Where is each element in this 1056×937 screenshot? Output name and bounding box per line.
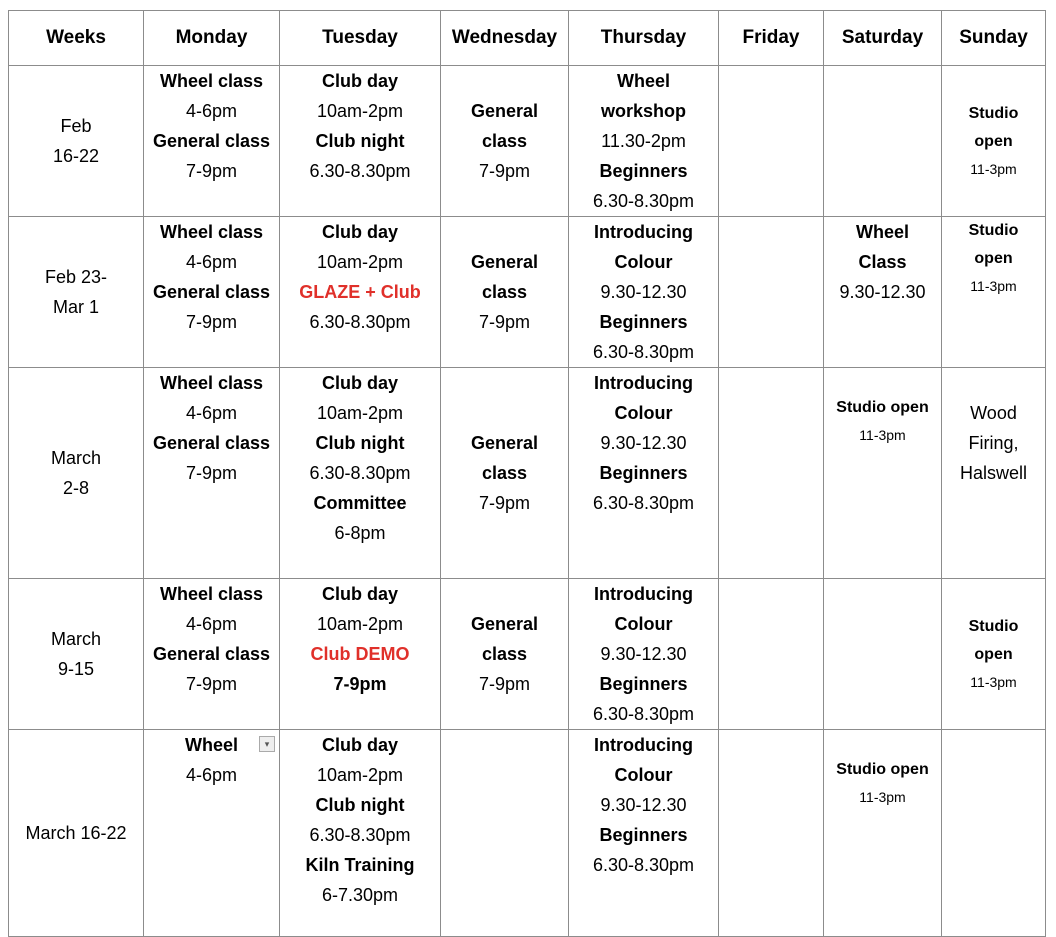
header-friday: Friday: [719, 11, 824, 66]
week-label: March: [50, 629, 101, 649]
event-time: 4-6pm: [185, 403, 238, 423]
week-label: 16-22: [52, 146, 100, 166]
sunday-cell[interactable]: [942, 217, 1046, 368]
header-sunday: Sunday: [942, 11, 1046, 66]
event-title: Studio: [968, 222, 1019, 239]
event-time: 6.30-8.30pm: [309, 161, 411, 181]
event-title: General class: [152, 282, 271, 302]
event-time: 9.30-12.30: [600, 282, 687, 302]
saturday-cell[interactable]: [824, 217, 942, 368]
event-title: open: [974, 250, 1013, 267]
event-title: Wheel class: [159, 222, 264, 242]
thursday-cell[interactable]: [569, 368, 719, 579]
week-label: 2-8: [62, 478, 89, 498]
event-time: 11-3pm: [970, 278, 1017, 294]
event-time: 6.30-8.30pm: [592, 493, 695, 513]
event-title: open: [974, 646, 1013, 663]
event-title: Colour: [614, 765, 673, 785]
week-cell[interactable]: [9, 217, 144, 368]
sunday-cell[interactable]: [942, 730, 1046, 937]
event-title: class: [481, 131, 528, 151]
table-row: [9, 66, 1046, 217]
week-label: March 16-22: [25, 823, 127, 843]
event-title: General: [470, 614, 539, 634]
sunday-cell[interactable]: [942, 579, 1046, 730]
week-cell[interactable]: [9, 66, 144, 217]
event-time: 7-9pm: [478, 161, 531, 181]
event-title: Colour: [614, 614, 673, 634]
thursday-cell[interactable]: [569, 579, 719, 730]
saturday-cell[interactable]: [824, 368, 942, 579]
event-title: Club night: [315, 795, 405, 815]
saturday-cell[interactable]: [824, 579, 942, 730]
event-title: Wheel: [616, 71, 670, 91]
event-time: 7-9pm: [185, 463, 238, 483]
monday-cell[interactable]: [144, 217, 280, 368]
event-time: 9.30-12.30: [839, 282, 926, 302]
event-title: General: [470, 433, 539, 453]
thursday-cell[interactable]: [569, 217, 719, 368]
event-title: Committee: [313, 493, 407, 513]
event-time: 6.30-8.30pm: [592, 704, 695, 724]
event-time: 11-3pm: [859, 427, 906, 443]
event-time: 11-3pm: [970, 161, 1017, 177]
wednesday-cell[interactable]: [441, 579, 569, 730]
event-time: 7-9pm: [478, 674, 531, 694]
event-title: General class: [152, 131, 271, 151]
thursday-cell[interactable]: [569, 66, 719, 217]
event-time: 10am-2pm: [316, 614, 404, 634]
friday-cell[interactable]: [719, 217, 824, 368]
friday-cell[interactable]: [719, 368, 824, 579]
saturday-cell[interactable]: [824, 730, 942, 937]
event-title: Beginners: [599, 674, 688, 694]
event-time: 6.30-8.30pm: [309, 312, 411, 332]
event-time: 11-3pm: [970, 674, 1017, 690]
event-title: Beginners: [599, 161, 688, 181]
event-title: Kiln Training: [305, 855, 415, 875]
event-title: Club day: [321, 584, 398, 604]
table-row: [9, 579, 1046, 730]
sunday-cell[interactable]: [942, 368, 1046, 579]
wednesday-cell[interactable]: [441, 368, 569, 579]
tuesday-cell[interactable]: [280, 217, 441, 368]
event-title: Club day: [321, 373, 398, 393]
header-monday: Monday: [144, 11, 280, 66]
event-time: 9.30-12.30: [600, 433, 687, 453]
event-title: Club day: [321, 735, 398, 755]
event-time: 6.30-8.30pm: [592, 342, 695, 362]
week-label: Mar 1: [52, 297, 99, 317]
wednesday-cell[interactable]: [441, 730, 569, 937]
event-time: 6.30-8.30pm: [309, 825, 411, 845]
week-label: Feb: [60, 116, 92, 136]
wednesday-cell[interactable]: [441, 66, 569, 217]
event-title: Introducing: [594, 373, 693, 393]
week-cell[interactable]: [9, 368, 144, 579]
week-cell[interactable]: [9, 579, 144, 730]
event-time: 10am-2pm: [316, 765, 404, 785]
event-time: 7-9pm: [478, 493, 531, 513]
header-row: [9, 11, 1046, 66]
highlight-event-title: Club DEMO: [310, 644, 410, 664]
event-title: Wheel class: [159, 373, 264, 393]
event-title: Club night: [315, 131, 405, 151]
week-label: March: [50, 448, 101, 468]
event-title: Class: [858, 252, 907, 272]
friday-cell[interactable]: [719, 730, 824, 937]
monday-cell[interactable]: [144, 368, 280, 579]
event-title: workshop: [600, 101, 686, 121]
event-time: 4-6pm: [185, 252, 238, 272]
event-title: Wheel class: [159, 71, 264, 91]
event-time: 6.30-8.30pm: [592, 191, 695, 211]
event-time: 11.30-2pm: [601, 131, 686, 151]
event-title: Colour: [614, 252, 673, 272]
tuesday-cell[interactable]: [280, 730, 441, 937]
header-wednesday: Wednesday: [441, 11, 569, 66]
event-title: Colour: [614, 403, 673, 423]
event-title: open: [974, 133, 1013, 150]
event-title: Club day: [321, 71, 398, 91]
event-title: Beginners: [599, 825, 688, 845]
event-title: Introducing: [594, 222, 693, 242]
event-title: Club day: [321, 222, 398, 242]
header-weeks: Weeks: [9, 11, 144, 66]
schedule-table: [8, 10, 1046, 937]
event-text: Firing,: [968, 433, 1019, 453]
event-time: 10am-2pm: [316, 101, 404, 121]
friday-cell[interactable]: [719, 579, 824, 730]
monday-cell[interactable]: [144, 66, 280, 217]
header-thursday: Thursday: [569, 11, 719, 66]
event-title: Studio: [968, 105, 1019, 122]
event-time: 7-9pm: [333, 674, 387, 694]
event-time: 4-6pm: [185, 101, 238, 121]
week-label: Feb 23-: [44, 267, 108, 287]
event-text: Wood: [970, 403, 1017, 423]
header-tuesday: Tuesday: [280, 11, 441, 66]
table-row: [9, 730, 1046, 937]
friday-cell[interactable]: [719, 66, 824, 217]
event-time: 7-9pm: [478, 312, 531, 332]
event-title: Beginners: [599, 463, 688, 483]
event-time: 6.30-8.30pm: [592, 855, 695, 875]
saturday-cell[interactable]: [824, 66, 942, 217]
event-time: 7-9pm: [185, 312, 238, 332]
monday-cell[interactable]: [144, 579, 280, 730]
event-time: 7-9pm: [185, 674, 238, 694]
event-time: 9.30-12.30: [600, 644, 687, 664]
tuesday-cell[interactable]: [280, 66, 441, 217]
event-title: Studio: [968, 618, 1019, 635]
event-title: class: [481, 282, 528, 302]
event-title: Introducing: [594, 584, 693, 604]
sunday-cell[interactable]: [942, 66, 1046, 217]
event-time: 6-8pm: [334, 523, 386, 543]
event-time: 9.30-12.30: [600, 795, 687, 815]
monday-cell[interactable]: [144, 730, 280, 937]
event-title: Wheel: [184, 735, 238, 755]
wednesday-cell[interactable]: [441, 217, 569, 368]
highlight-event-title: GLAZE + Club: [299, 282, 421, 302]
event-time: 6-7.30pm: [321, 885, 399, 905]
event-title: Wheel class: [159, 584, 264, 604]
week-label: 9-15: [57, 659, 95, 679]
event-time: 6.30-8.30pm: [309, 463, 411, 483]
table-row: [9, 368, 1046, 579]
event-time: 11-3pm: [859, 789, 906, 805]
event-title: Studio open: [836, 761, 929, 778]
tuesday-cell[interactable]: [280, 368, 441, 579]
event-title: General: [470, 252, 539, 272]
event-title: General: [470, 101, 539, 121]
week-cell[interactable]: [9, 730, 144, 937]
event-title: Club night: [315, 433, 405, 453]
event-title: class: [481, 463, 528, 483]
event-time: 4-6pm: [185, 614, 238, 634]
event-text: Halswell: [959, 463, 1028, 483]
table-row: [9, 217, 1046, 368]
dropdown-arrow-icon[interactable]: ▾: [259, 736, 275, 752]
event-title: class: [481, 644, 528, 664]
event-title: Studio open: [836, 399, 929, 416]
event-time: 7-9pm: [185, 161, 238, 181]
event-title: Wheel: [855, 222, 909, 242]
header-saturday: Saturday: [824, 11, 942, 66]
thursday-cell[interactable]: [569, 730, 719, 937]
tuesday-cell[interactable]: [280, 579, 441, 730]
event-time: 4-6pm: [185, 765, 238, 785]
event-title: Introducing: [594, 735, 693, 755]
event-time: 10am-2pm: [316, 252, 404, 272]
event-time: 10am-2pm: [316, 403, 404, 423]
event-title: Beginners: [599, 312, 688, 332]
event-title: General class: [152, 644, 271, 664]
event-title: General class: [152, 433, 271, 453]
